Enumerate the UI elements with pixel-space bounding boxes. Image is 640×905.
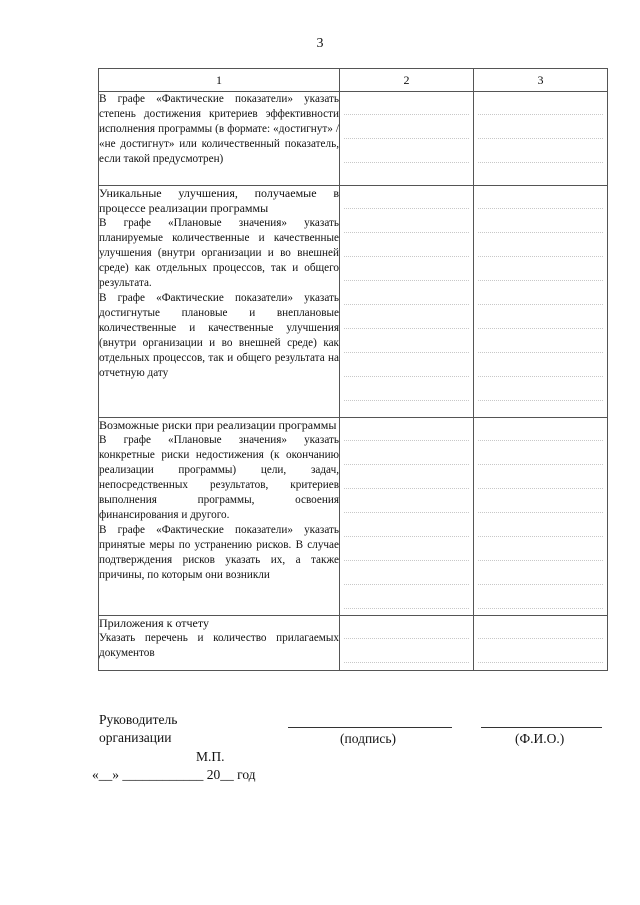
stamp-place: М.П. xyxy=(196,749,225,764)
ruling-line xyxy=(344,304,469,305)
signature-caption: (подпись) xyxy=(340,731,397,746)
ruling-line xyxy=(478,536,603,537)
planned-value-cell[interactable] xyxy=(340,92,474,186)
ruling-line xyxy=(478,638,603,639)
ruling-line xyxy=(344,608,469,609)
planned-value-cell[interactable] xyxy=(340,418,474,616)
ruling-line xyxy=(478,328,603,329)
report-table xyxy=(98,68,608,671)
actual-value-cell[interactable] xyxy=(474,186,608,418)
row-description xyxy=(99,616,340,671)
ruling-line xyxy=(478,440,603,441)
row-paragraph: В графе «Плановые значения» указать конкретные риски недостижения (к окончанию реализации программы) цели, задач, непосредственных результатов, критериев выполнения программы, освоения финансирования и другого. xyxy=(99,434,339,521)
ruling-line xyxy=(478,114,603,115)
ruling-line xyxy=(344,280,469,281)
name-line[interactable] xyxy=(481,727,602,728)
name-caption: (Ф.И.О.) xyxy=(515,731,565,746)
page-number: 3 xyxy=(316,36,324,51)
ruling-line xyxy=(478,560,603,561)
column-header-1: 1 xyxy=(99,69,340,92)
ruling-line xyxy=(478,662,603,663)
ruling-line xyxy=(344,400,469,401)
table-row xyxy=(99,616,608,671)
row-title: Приложения к отчету xyxy=(99,616,209,630)
row-paragraph: В графе «Фактические показатели» указать достигнутые плановые и внеплановые количественные и качественные улучшения (внутри организации и во внешней среде) как отдельных процессов, так и общего результата на отчетную дату xyxy=(99,292,339,379)
ruling-line xyxy=(344,560,469,561)
ruling-line xyxy=(478,512,603,513)
row-title: Возможные риски при реализации программы xyxy=(99,418,337,432)
column-header-2: 2 xyxy=(340,69,474,92)
row-paragraph: Указать перечень и количество прилагаемых документов xyxy=(99,632,339,659)
ruling-line xyxy=(478,608,603,609)
ruling-line xyxy=(344,256,469,257)
head-title-line1: Руководитель xyxy=(99,712,178,727)
ruling-line xyxy=(344,114,469,115)
signature-line[interactable] xyxy=(288,727,452,728)
ruling-line xyxy=(344,208,469,209)
ruling-line xyxy=(478,280,603,281)
row-description xyxy=(99,418,340,616)
table-header-row xyxy=(99,69,608,92)
head-title-line2: организации xyxy=(99,730,172,745)
row-description xyxy=(99,92,340,186)
ruling-line xyxy=(344,162,469,163)
row-title: Уникальные улучшения, получаемые в процессе реализации программы xyxy=(99,186,339,215)
ruling-line xyxy=(478,304,603,305)
ruling-line xyxy=(478,352,603,353)
table-row xyxy=(99,92,608,186)
actual-value-cell[interactable] xyxy=(474,616,608,671)
row-paragraph: В графе «Плановые значения» указать планируемые количественные и качественные улучшения (внутри организации и во внешней среде) как отдельных процессов, так и общего результата. xyxy=(99,217,339,289)
table-row xyxy=(99,186,608,418)
ruling-line xyxy=(478,488,603,489)
ruling-line xyxy=(344,488,469,489)
row-description xyxy=(99,186,340,418)
ruling-line xyxy=(344,584,469,585)
column-header-3: 3 xyxy=(474,69,608,92)
ruling-line xyxy=(478,376,603,377)
table-row xyxy=(99,418,608,616)
row-paragraph: В графе «Фактические показатели» указать принятые меры по устранению рисков. В случае подтверждения рисков указать их, а также причины, по которым они возникли xyxy=(99,524,339,581)
ruling-line xyxy=(344,638,469,639)
ruling-line xyxy=(344,376,469,377)
planned-value-cell[interactable] xyxy=(340,616,474,671)
ruling-line xyxy=(344,352,469,353)
ruling-line xyxy=(344,328,469,329)
ruling-line xyxy=(344,232,469,233)
ruling-line xyxy=(344,662,469,663)
ruling-line xyxy=(478,232,603,233)
ruling-line xyxy=(478,256,603,257)
ruling-line xyxy=(478,138,603,139)
ruling-line xyxy=(344,440,469,441)
planned-value-cell[interactable] xyxy=(340,186,474,418)
ruling-line xyxy=(478,162,603,163)
actual-value-cell[interactable] xyxy=(474,418,608,616)
ruling-line xyxy=(478,208,603,209)
date-line: «__» ____________ 20__ год xyxy=(92,767,256,782)
ruling-line xyxy=(478,400,603,401)
ruling-line xyxy=(344,464,469,465)
ruling-line xyxy=(344,138,469,139)
ruling-line xyxy=(344,512,469,513)
ruling-line xyxy=(478,584,603,585)
actual-value-cell[interactable] xyxy=(474,92,608,186)
ruling-line xyxy=(344,536,469,537)
ruling-line xyxy=(478,464,603,465)
row-paragraph: В графе «Фактические показатели» указать степень достижения критериев эффективности исполнения программы (в формате: «достигнут» / «не достигнут» или количественный показатель, если такой предусмотрен) xyxy=(99,93,339,165)
